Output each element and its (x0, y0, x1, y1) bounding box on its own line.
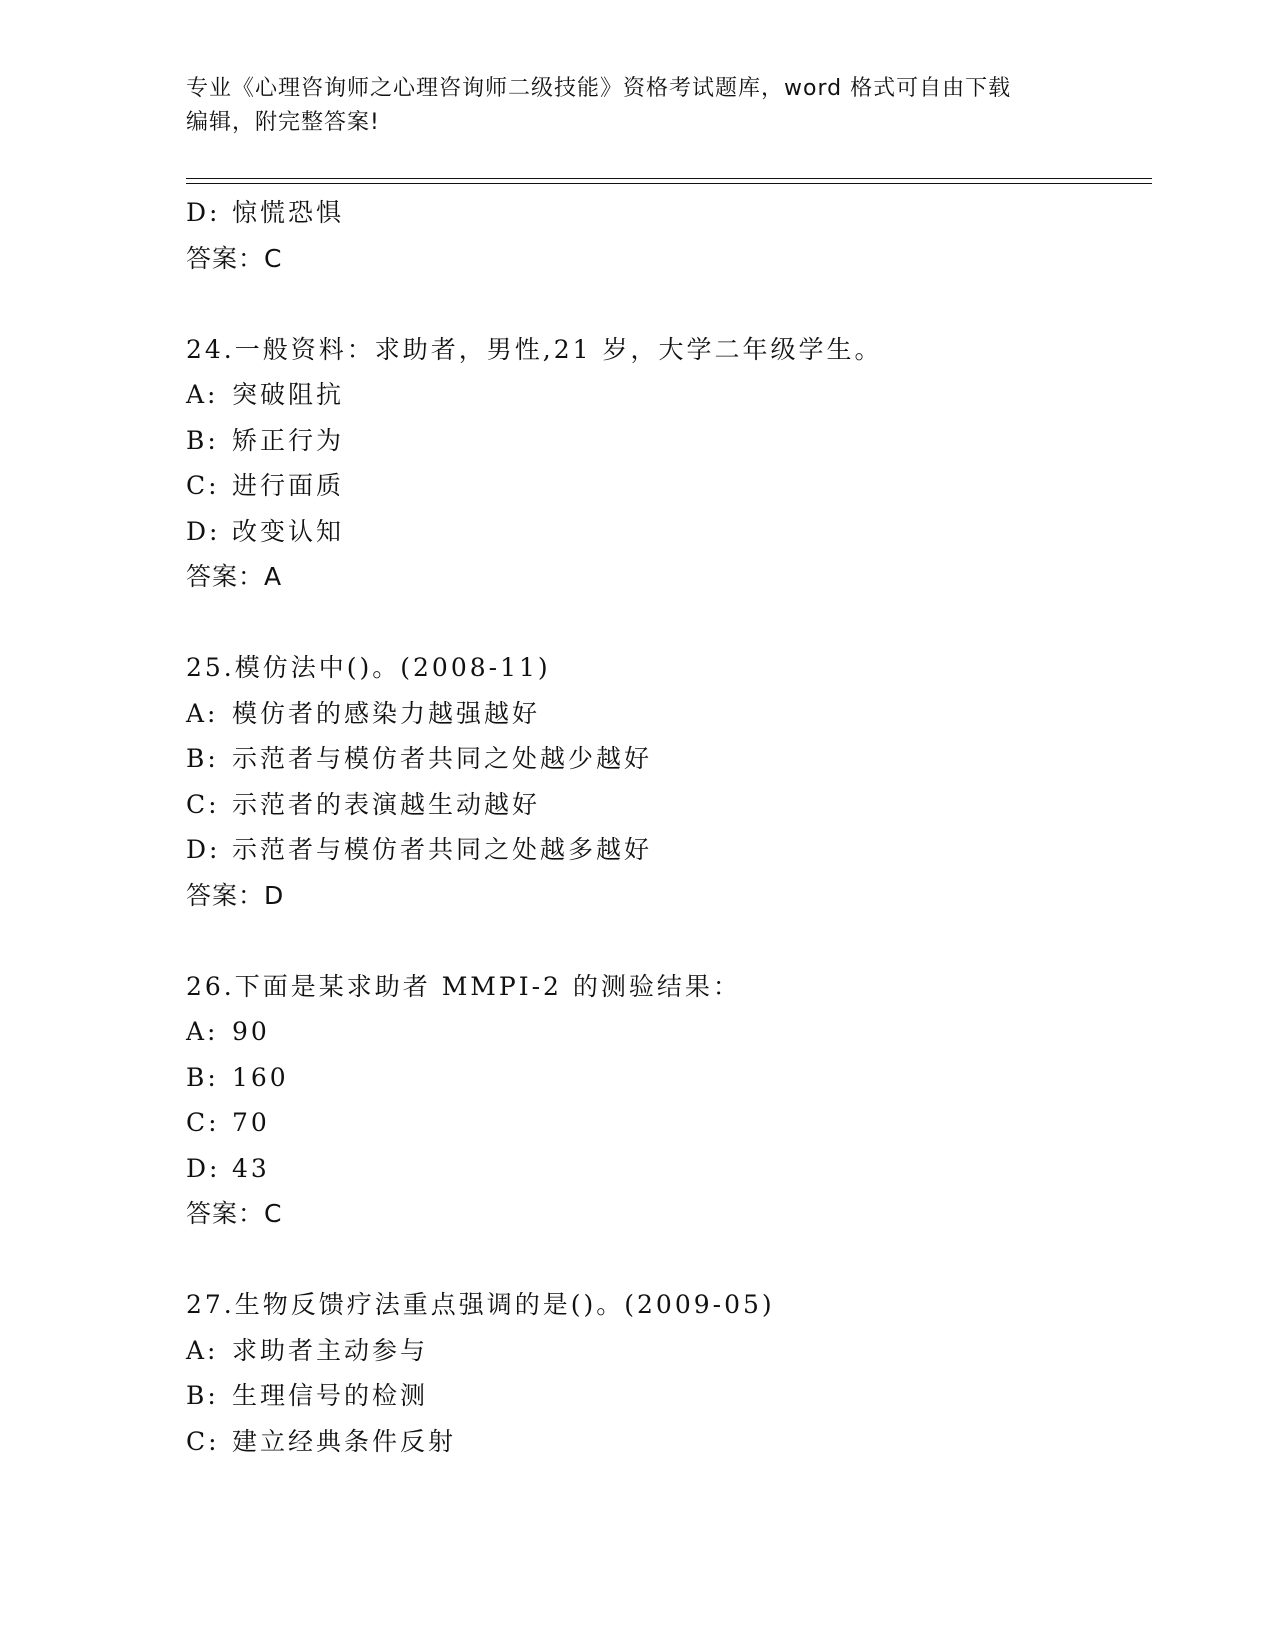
option-d: D: 示范者与模仿者共同之处越多越好 (186, 835, 653, 864)
option-a: A: 求助者主动参与 (186, 1335, 429, 1365)
question-25: 25.模仿法中()。(2008-11) (186, 653, 551, 682)
option-c: C: 70 (186, 1108, 270, 1137)
option-c: C: 进行面质 (186, 471, 345, 500)
option-b: B: 生理信号的检测 (186, 1381, 429, 1410)
answer-line: 答案：D (186, 880, 285, 910)
option-b: B: 示范者与模仿者共同之处越少越好 (186, 744, 653, 773)
spacer (186, 918, 1146, 964)
answer-line: 答案：C (186, 243, 283, 273)
header-divider-top (186, 178, 1152, 179)
answer-line: 答案：A (186, 562, 283, 591)
spacer (186, 1237, 1146, 1283)
question-list (186, 190, 1146, 1464)
option-c: C: 建立经典条件反射 (186, 1426, 457, 1456)
spacer (186, 600, 1146, 646)
option-b: B: 160 (186, 1062, 289, 1092)
question-27: 27.生物反馈疗法重点强调的是()。(2009-05) (186, 1290, 775, 1319)
question-24: 24.一般资料：求助者，男性,21 岁，大学二年级学生。 (186, 334, 883, 364)
option-b: B: 矫正行为 (186, 425, 345, 455)
question-26: 26.下面是某求助者 MMPI-2 的测验结果： (186, 971, 741, 1001)
option-d: D: 43 (186, 1153, 270, 1183)
option-a: A: 90 (186, 1017, 270, 1046)
option-c: C: 示范者的表演越生动越好 (186, 789, 541, 819)
header-divider-bottom (186, 183, 1152, 184)
header-line-2: 编辑，附完整答案! (186, 110, 380, 135)
option-a: A: 模仿者的感染力越强越好 (186, 698, 541, 728)
answer-line: 答案：C (186, 1199, 283, 1228)
option-a: A: 突破阻抗 (186, 380, 345, 409)
document-header (186, 72, 1086, 140)
header-line-1: 专业《心理咨询师之心理咨询师二级技能》资格考试题库，word 格式可自由下载 (186, 76, 1012, 101)
option-d: D: 惊慌恐惧 (186, 198, 345, 227)
option-d: D: 改变认知 (186, 516, 345, 546)
spacer (186, 281, 1146, 327)
